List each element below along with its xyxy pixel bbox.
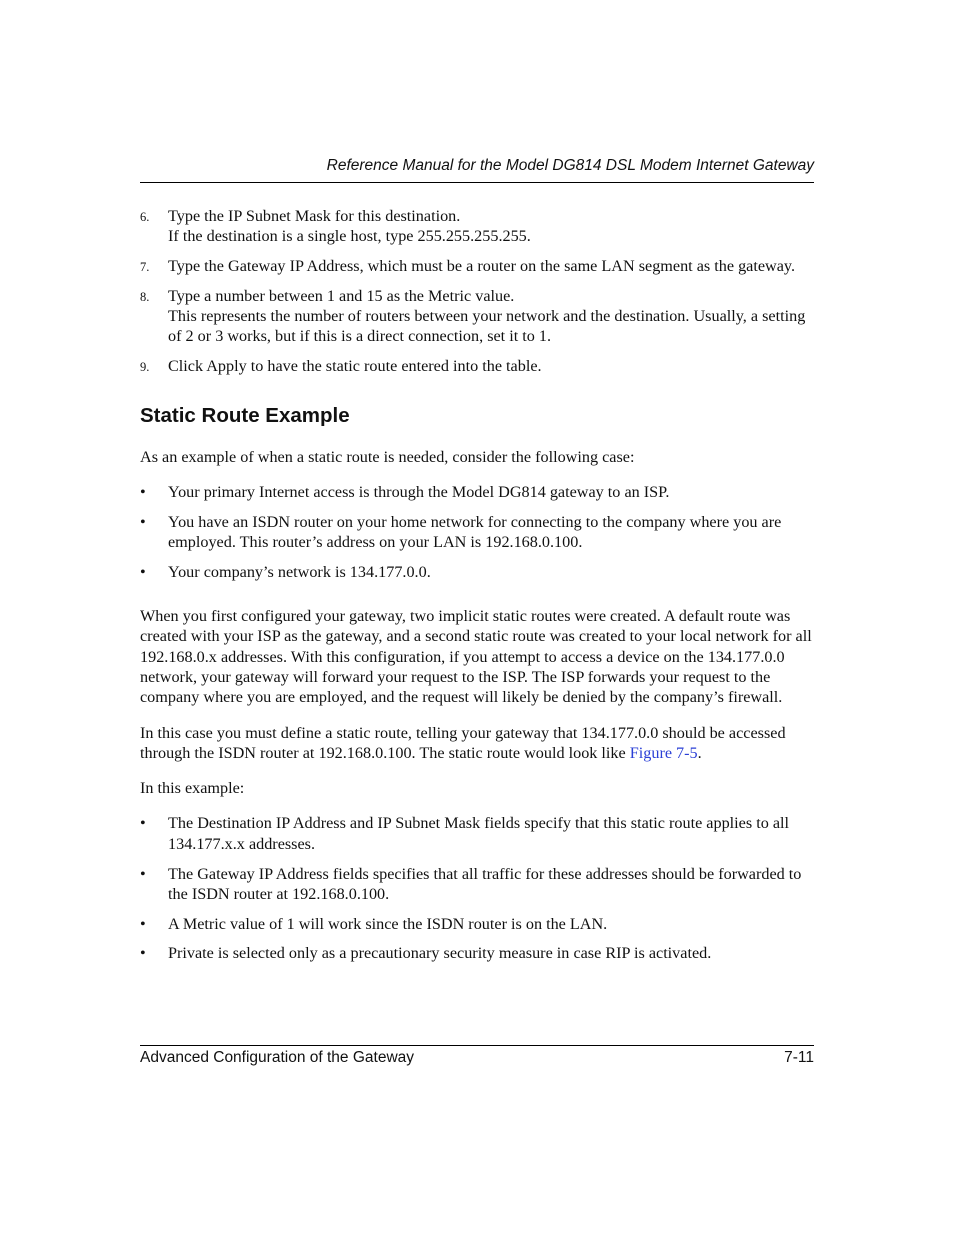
step-number: 7. (140, 260, 150, 275)
page-number: 7-11 (784, 1049, 814, 1066)
example-intro: In this example: (140, 779, 245, 798)
step-8 (140, 286, 814, 347)
list-item (140, 914, 814, 934)
bullet-glyph: • (140, 864, 146, 883)
section-heading: Static Route Example (140, 403, 350, 427)
list-item-text: A Metric value of 1 will work since the ISDN router is on the LAN. (168, 914, 608, 933)
header-rule (140, 182, 814, 183)
list-item (140, 813, 814, 854)
step-number: 9. (140, 360, 150, 375)
step-6 (140, 206, 814, 247)
step-text: If the destination is a single host, type 255.255.255.255. (168, 227, 531, 246)
list-item-text: Your company’s network is 134.177.0.0. (168, 562, 431, 581)
list-item-text: Private is selected only as a precautionary security measure in case RIP is activated. (168, 944, 712, 963)
bullet-glyph: • (140, 814, 146, 833)
list-item (140, 512, 814, 553)
bullet-glyph: • (140, 482, 146, 501)
paragraph-text: In this case you must define a static route, telling your gateway that 134.177.0.0 should be accessed through the ISDN router at 192.168.0.100. The static route would look like (140, 723, 786, 762)
bullet-glyph: • (140, 944, 146, 963)
step-text: This represents the number of routers between your network and the destination. Usually, a setting of 2 or 3 works, but if this is a direct connection, set it to 1. (168, 307, 806, 346)
bullet-glyph: • (140, 562, 146, 581)
paragraph-text: . (697, 743, 702, 762)
figure-link[interactable]: Figure 7-5 (629, 743, 698, 762)
list-item (140, 864, 814, 905)
step-text: Click Apply to have the static route entered into the table. (168, 357, 542, 376)
list-item-text: You have an ISDN router on your home network for connecting to the company where you are employed. This router’s address on your LAN is 192.168.0.100. (168, 512, 782, 551)
bullet-glyph: • (140, 512, 146, 531)
example-bullet-list (140, 813, 814, 963)
list-item-text: The Destination IP Address and IP Subnet Mask fields specify that this static route applies to all 134.177.x.x addresses. (168, 814, 790, 853)
list-item (140, 482, 814, 502)
running-footer (140, 1048, 814, 1068)
step-number: 6. (140, 210, 150, 224)
list-item-text: The Gateway IP Address fields specifies that all traffic for these addresses should be forwarded to the ISDN router at 192.168.0.100. (168, 864, 802, 903)
step-text: Type a number between 1 and 15 as the Metric value. (168, 286, 515, 305)
step-number: 8. (140, 289, 150, 304)
list-item-text: Your primary Internet access is through the Model DG814 gateway to an ISP. (168, 482, 670, 501)
bullet-glyph: • (140, 914, 146, 933)
footer-chapter: Advanced Configuration of the Gateway (140, 1049, 415, 1066)
case-bullet-list (140, 482, 814, 582)
step-7 (140, 256, 814, 276)
list-item (140, 562, 814, 582)
step-text: Type the IP Subnet Mask for this destination. (168, 207, 461, 225)
step-9 (140, 356, 814, 376)
section-intro: As an example of when a static route is needed, consider the following case: (140, 447, 635, 466)
footer-rule (140, 1045, 814, 1046)
page-body (140, 206, 814, 973)
paragraph-implicit-routes: When you first configured your gateway, two implicit static routes were created. A default route was created with your ISP as the gateway, and a second static route was created to your local network for all 192.168.0.x addresses. With this configuration, if you attempt to access a device on the 134.177.0.0 network, your gateway will forward your request to the ISP. The ISP forwards your request to the company where you are employed, and the request will likely be denied by the company’s firewall. (140, 607, 812, 707)
paragraph-define-route (140, 723, 814, 764)
step-text: Type the Gateway IP Address, which must be a router on the same LAN segment as the gateway. (168, 257, 796, 276)
list-item (140, 943, 814, 963)
running-header: Reference Manual for the Model DG814 DSL Modem Internet Gateway (326, 157, 814, 174)
